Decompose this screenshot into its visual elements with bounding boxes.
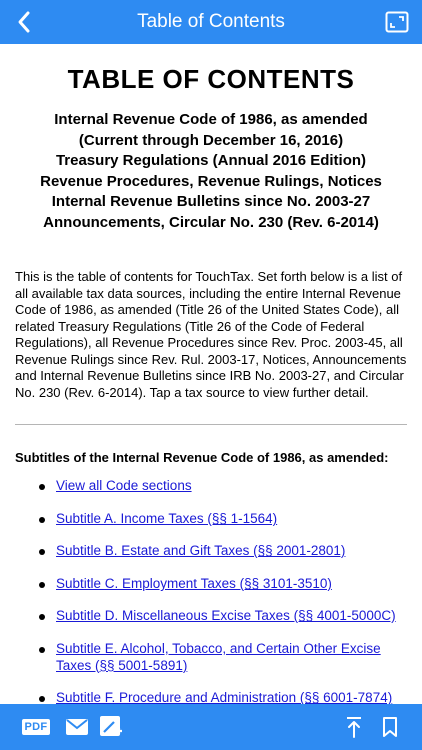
pdf-button[interactable] <box>20 715 52 739</box>
nav-title: Table of Contents <box>137 11 285 32</box>
subheading-line: Announcements, Circular No. 230 (Rev. 6-2014) <box>43 213 379 231</box>
toc-link-subtitle-b[interactable]: Subtitle B. Estate and Gift Taxes (§§ 2001-2801) <box>56 543 346 558</box>
bullet <box>39 696 45 702</box>
subheading-line: Revenue Procedures, Revenue Rulings, Notices <box>40 172 382 190</box>
bullet <box>39 647 45 653</box>
intro-paragraph: This is the table of contents for TouchTax. Set forth below is a list of all available tax data sources, including the entire Internal Revenue Code of 1986, as amended (Title 26 of the United States Code), all related Treasury Regulations (Title 26 of the Code of Federal Regulations), all Revenue Procedures since Rev. Proc. 2003-45, all Revenue Rulings since Rev. Rul. 2003-17, Notices, Announcements and Internal Revenue Bulletins since IRB No. 2003-27, and Circular No. 230 (Rev. 6-2014). Tap a tax source to view further detail. <box>15 269 407 400</box>
bullet <box>39 549 45 555</box>
bottom-toolbar <box>0 704 422 750</box>
bullet <box>39 582 45 588</box>
chevron-left-icon[interactable] <box>10 8 38 36</box>
section-heading: Subtitles of the Internal Revenue Code of 1986, as amended: <box>15 450 389 465</box>
mail-icon[interactable] <box>63 715 91 739</box>
bullet <box>39 614 45 620</box>
toc-link-subtitle-d[interactable]: Subtitle D. Miscellaneous Excise Taxes (§§ 4001-5000C) <box>56 608 396 623</box>
pdf-label: PDF <box>22 719 51 735</box>
page-title: TABLE OF CONTENTS <box>67 64 355 94</box>
toc-link-subtitle-a[interactable]: Subtitle A. Income Taxes (§§ 1-1564) <box>56 511 278 526</box>
fullscreen-icon[interactable] <box>384 9 410 35</box>
divider <box>15 424 407 425</box>
bullet <box>39 484 45 490</box>
subheading-line: Treasury Regulations (Annual 2016 Edition) <box>55 152 367 169</box>
toc-link-all-code-sections[interactable]: View all Code sections <box>56 478 192 493</box>
edit-icon[interactable] <box>97 715 125 739</box>
toc-link-subtitle-c[interactable]: Subtitle C. Employment Taxes (§§ 3101-3510) <box>56 576 332 591</box>
toc-link-subtitle-e[interactable]: Subtitle E. Alcohol, Tobacco, and Certain Other Excise Taxes (§§ 5001-5891) <box>56 641 381 673</box>
bookmark-icon[interactable] <box>376 715 404 739</box>
document-content[interactable] <box>0 44 422 704</box>
subheading-line: Internal Revenue Bulletins since No. 2003-27 <box>51 193 371 210</box>
subheading-line: Internal Revenue Code of 1986, as amended <box>54 111 368 128</box>
scroll-to-top-icon[interactable] <box>340 715 368 739</box>
bullet <box>39 517 45 523</box>
navigation-bar <box>0 0 422 44</box>
document-subheading <box>0 110 422 233</box>
subheading-line: (Current through December 16, 2016) <box>78 131 344 149</box>
toc-link-subtitle-f[interactable]: Subtitle F. Procedure and Administration (§§ 6001-7874) <box>56 690 393 704</box>
